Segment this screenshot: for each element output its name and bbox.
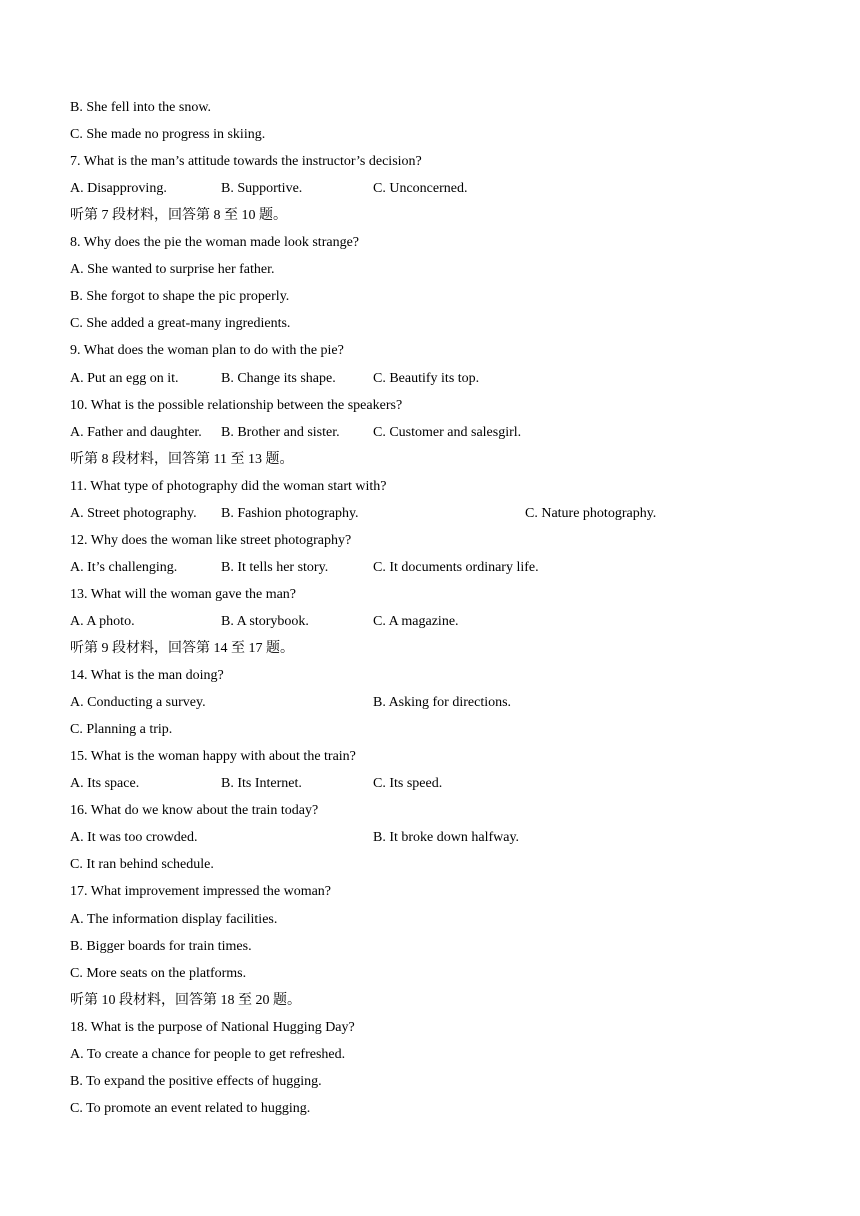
question-text: 15. What is the woman happy with about the train?	[70, 749, 356, 765]
answer-option: A. The information display facilities.	[70, 911, 278, 927]
answer-option: C. Unconcerned.	[373, 181, 468, 197]
answer-option: C. It documents ordinary life.	[373, 559, 539, 575]
question-text: 10. What is the possible relationship between the speakers?	[70, 397, 403, 413]
answer-option: A. It’s challenging.	[70, 559, 178, 575]
section-instruction: 听第 8 段材料，回答第 11 至 13 题。	[70, 451, 294, 467]
section-instruction: 听第 7 段材料，回答第 8 至 10 题。	[70, 208, 287, 224]
answer-option: A. Disapproving.	[70, 181, 167, 197]
answer-option: C. Beautify its top.	[373, 370, 480, 386]
answer-option: B. Asking for directions.	[373, 695, 512, 711]
answer-option: B. To expand the positive effects of hugging.	[70, 1073, 322, 1089]
answer-option: A. Its space.	[70, 776, 140, 792]
answer-option: A. She wanted to surprise her father.	[70, 262, 275, 278]
answer-option: B. Brother and sister.	[221, 424, 340, 440]
question-text: 12. Why does the woman like street photography?	[70, 532, 352, 548]
answer-option: C. She made no progress in skiing.	[70, 127, 266, 143]
answer-option: B. A storybook.	[221, 613, 309, 629]
question-text: 7. What is the man’s attitude towards the instructor’s decision?	[70, 154, 422, 170]
answer-option: B. Its Internet.	[221, 776, 302, 792]
answer-option: C. Planning a trip.	[70, 722, 173, 738]
answer-option: C. She added a great-many ingredients.	[70, 316, 291, 332]
question-text: 11. What type of photography did the woman start with?	[70, 478, 387, 494]
question-text: 8. Why does the pie the woman made look strange?	[70, 235, 359, 251]
section-instruction: 听第 10 段材料，回答第 18 至 20 题。	[70, 992, 301, 1008]
question-text: 18. What is the purpose of National Hugging Day?	[70, 1019, 355, 1035]
question-text: 14. What is the man doing?	[70, 668, 224, 684]
answer-option: A. Conducting a survey.	[70, 695, 206, 711]
answer-option: A. Put an egg on it.	[70, 370, 179, 386]
answer-option: B. She fell into the snow.	[70, 100, 212, 115]
question-text: 17. What improvement impressed the woman?	[70, 884, 332, 900]
answer-option: B. It tells her story.	[221, 559, 329, 575]
section-instruction: 听第 9 段材料，回答第 14 至 17 题。	[70, 641, 294, 656]
answer-option: A. Father and daughter.	[70, 424, 202, 440]
answer-option: A. It was too crowded.	[70, 830, 198, 846]
answer-option: A. Street photography.	[70, 505, 197, 521]
question-text: 16. What do we know about the train today?	[70, 803, 319, 819]
answer-option: C. Its speed.	[373, 776, 443, 792]
answer-option: B. Supportive.	[221, 181, 303, 197]
answer-option: C. To promote an event related to hugging.	[70, 1100, 311, 1116]
answer-option: C. Customer and salesgirl.	[373, 424, 522, 440]
answer-option: A. To create a chance for people to get refreshed.	[70, 1046, 346, 1062]
answer-option: C. Nature photography.	[525, 505, 657, 521]
answer-option: B. She forgot to shape the pic properly.	[70, 289, 290, 305]
answer-option: B. Change its shape.	[221, 370, 336, 386]
answer-option: B. Fashion photography.	[221, 505, 359, 521]
question-text: 13. What will the woman gave the man?	[70, 586, 297, 602]
answer-option: C. A magazine.	[373, 613, 459, 629]
question-text: 9. What does the woman plan to do with the pie?	[70, 343, 344, 359]
answer-option: C. It ran behind schedule.	[70, 857, 214, 873]
answer-option: C. More seats on the platforms.	[70, 965, 247, 981]
answer-option: A. A photo.	[70, 613, 135, 629]
answer-option: B. It broke down halfway.	[373, 830, 520, 846]
answer-option: B. Bigger boards for train times.	[70, 938, 252, 954]
